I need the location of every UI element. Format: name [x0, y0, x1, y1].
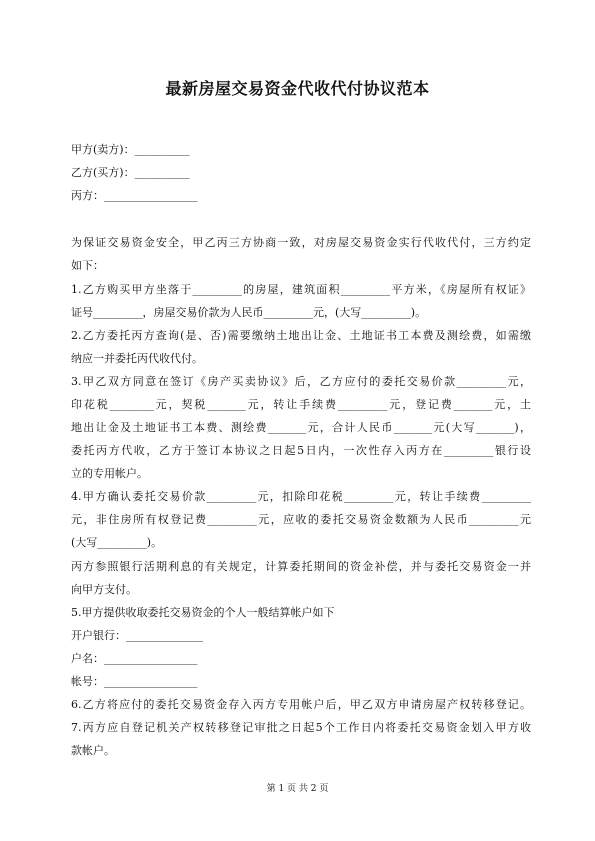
body-line: 4.甲方确认委托交易价款_________元，扣除印花税_________元，转让手续费_________	[71, 490, 531, 503]
body-line: 开户银行：______________	[71, 629, 203, 642]
body-line: 7.丙方应自登记机关产权转移登记审批之日起5个工作日内将委托交易资金划入甲方收	[71, 721, 531, 734]
body-line: 1.乙方购买甲方坐落于_________的房屋，建筑面积_________平方米，《房屋所有权证》	[71, 283, 531, 296]
body-line: 2.乙方委托丙方查询(是、否)需要缴纳土地出让金、土地证书工本费及测绘费，如需缴	[71, 329, 531, 342]
body-line: 为保证交易资金安全，甲乙丙三方协商一致，对房屋交易资金实行代收代付，三方约定	[71, 236, 531, 249]
body-line: 纳应一并委托丙代收代付。	[71, 352, 203, 365]
body-line: 委托丙方代收，乙方于签订本协议之日起5日内，一次性存入丙方在_________银行设	[71, 444, 531, 457]
party-third: 丙方：_________________	[71, 189, 198, 202]
body-line: 证号_________，房屋交易价款为人民币_________元，(大写_________)。	[71, 306, 427, 319]
body-line: 印花税________元，契税_______元，转让手续费_________元，登记费_______元，土	[71, 398, 531, 411]
body-line: 帐号：_________________	[71, 675, 198, 688]
body-line: 5.甲方提供收取委托交易资金的个人一般结算帐户如下	[71, 606, 335, 619]
body-line: 立的专用帐户。	[71, 467, 148, 480]
body-line: 元，非住房所有权登记费_________元，应收的委托交易资金数额为人民币_________元	[71, 513, 531, 526]
body-line: 户名：_________________	[71, 652, 198, 665]
body-line: 6.乙方将应付的委托交易资金存入丙方专用帐户后，甲乙双方申请房屋产权转移登记。	[71, 698, 531, 711]
body-line: 如下：	[71, 259, 104, 272]
body-line: 款帐户。	[71, 744, 115, 757]
document-title: 最新房屋交易资金代收代付协议范本	[165, 79, 430, 98]
party-buyer: 乙方(买方)：__________	[71, 166, 190, 179]
body-line: 丙方参照银行活期利息的有关规定，计算委托期间的资金补偿，并与委托交易资金一并	[71, 560, 531, 573]
body-line: 向甲方支付。	[71, 583, 137, 596]
body-line: 地出让金及土地证书工本费、测绘费_______元，合计人民币_______元(大写_______)，	[71, 421, 531, 434]
party-seller: 甲方(卖方)：__________	[71, 143, 190, 156]
body-line: (大写_________)。	[71, 536, 163, 549]
body-line: 3.甲乙双方同意在签订《房产买卖协议》后，乙方应付的委托交易价款_________元，	[71, 375, 531, 388]
page-footer: 第 1 页 共 2 页	[266, 784, 329, 794]
